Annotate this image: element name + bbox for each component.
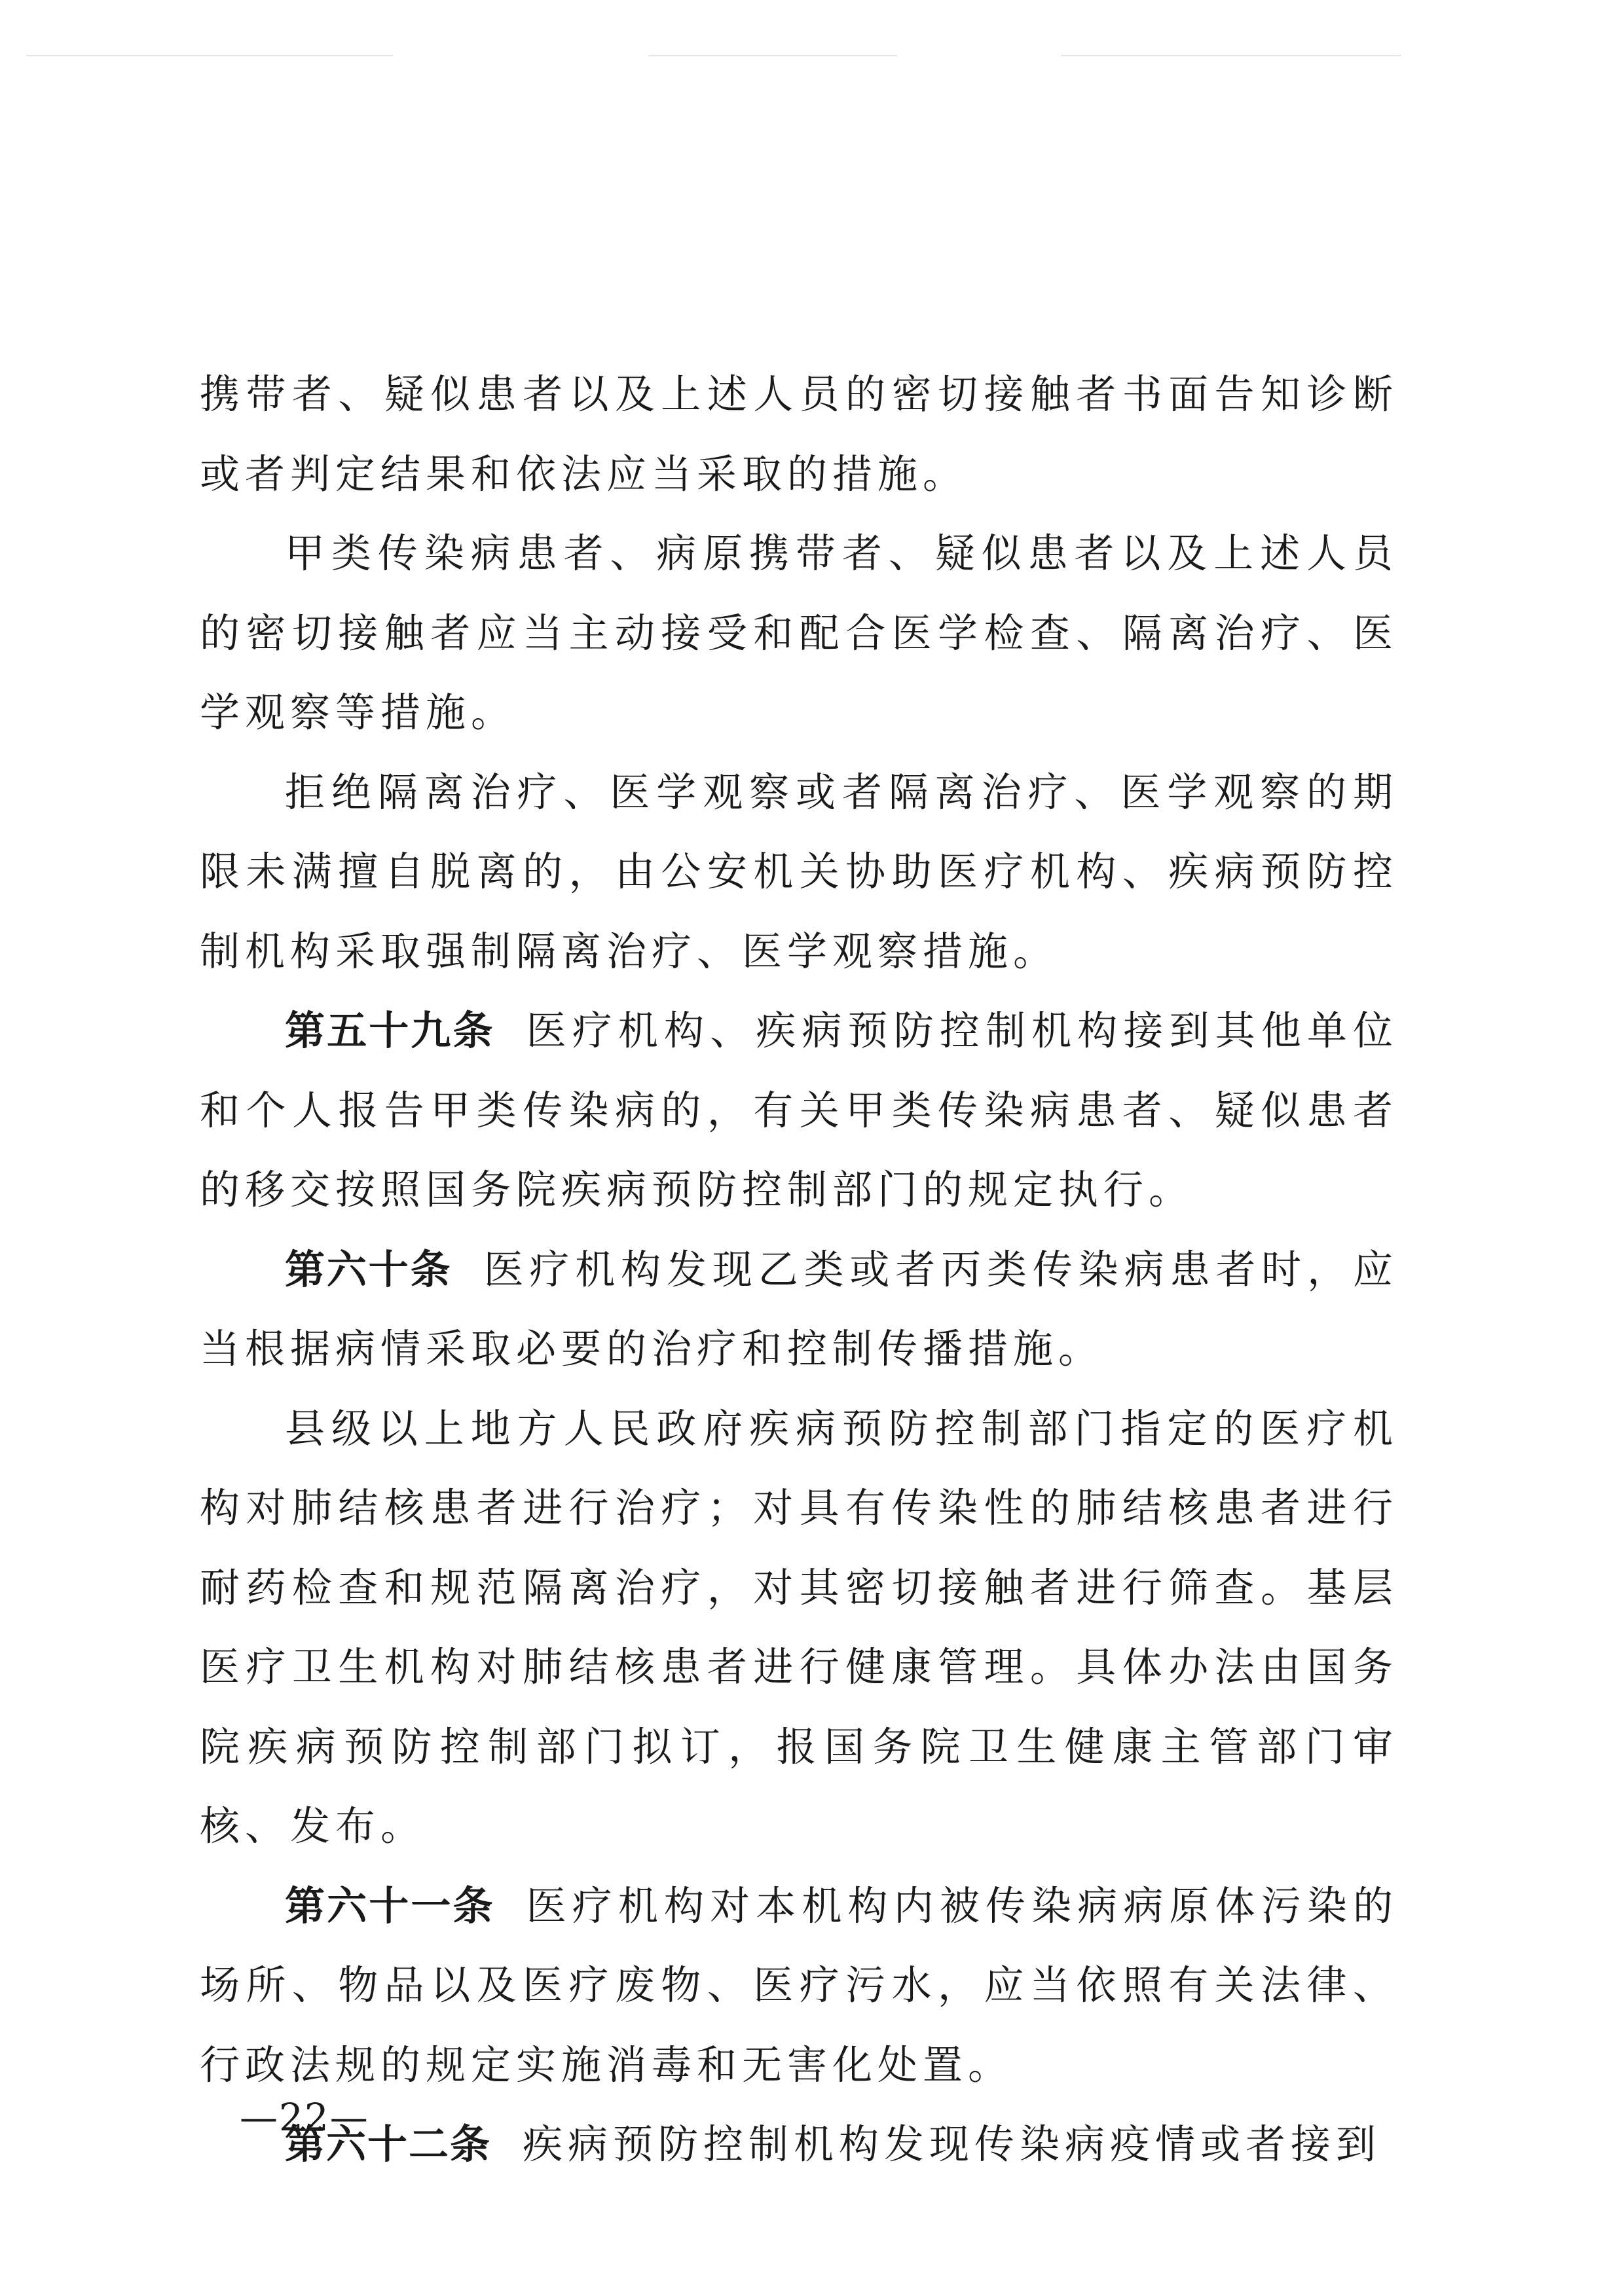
paragraph-text: 拒绝隔离治疗、医学观察或者隔离治疗、医学观察的期限未满擅自脱离的，由公安机关协助医疗机构、疾病预防控制机构采取强制隔离治疗、医学观察措施。 xyxy=(200,769,1398,975)
paragraph-text: 医疗机构对本机构内被传染病病原体污染的场所、物品以及医疗废物、医疗污水，应当依照有关法律、行政法规的规定实施消毒和无害化处置。 xyxy=(200,1882,1398,2088)
paragraph-text: 疾病预防控制机构发现传染病疫情或者接到 xyxy=(523,2121,1382,2168)
paragraph-text: 甲类传染病患者、病原携带者、疑似患者以及上述人员的密切接触者应当主动接受和配合医学检查、隔离治疗、医学观察等措施。 xyxy=(200,530,1398,736)
scan-edge-line xyxy=(26,55,393,56)
scan-edge-line xyxy=(648,55,897,56)
paragraph-continued xyxy=(200,355,1398,514)
scan-edge-line xyxy=(1061,55,1401,56)
paragraph xyxy=(200,1389,1398,1867)
article-59 xyxy=(200,991,1398,1230)
article-62 xyxy=(200,2105,1398,2185)
article-heading: 第六十一条 xyxy=(285,1882,495,1929)
article-60 xyxy=(200,1230,1398,1389)
paragraph-text: 携带者、疑似患者以及上述人员的密切接触者书面告知诊断或者判定结果和依法应当采取的措施。 xyxy=(200,371,1398,498)
body-text xyxy=(200,355,1398,2185)
article-heading: 第六十二条 xyxy=(285,2121,492,2168)
page-number: —22— xyxy=(240,2095,369,2140)
paragraph xyxy=(200,753,1398,992)
paragraph-text: 医疗机构发现乙类或者丙类传染病患者时，应当根据病情采取必要的治疗和控制传播措施。 xyxy=(200,1246,1398,1372)
paragraph xyxy=(200,514,1398,753)
article-61 xyxy=(200,1867,1398,2105)
article-heading: 第六十条 xyxy=(285,1246,452,1293)
article-heading: 第五十九条 xyxy=(285,1008,495,1054)
paragraph-text: 县级以上地方人民政府疾病预防控制部门指定的医疗机构对肺结核患者进行治疗；对具有传染性的肺结核患者进行耐药检查和规范隔离治疗，对其密切接触者进行筛查。基层医疗卫生机构对肺结核患者进行健康管理。具体办法由国务院疾病预防控制部门拟订，报国务院卫生健康主管部门审核、发布。 xyxy=(200,1405,1398,1850)
paragraph-text: 医疗机构、疾病预防控制机构接到其他单位和个人报告甲类传染病的，有关甲类传染病患者、疑似患者的移交按照国务院疾病预防控制部门的规定执行。 xyxy=(200,1008,1398,1213)
